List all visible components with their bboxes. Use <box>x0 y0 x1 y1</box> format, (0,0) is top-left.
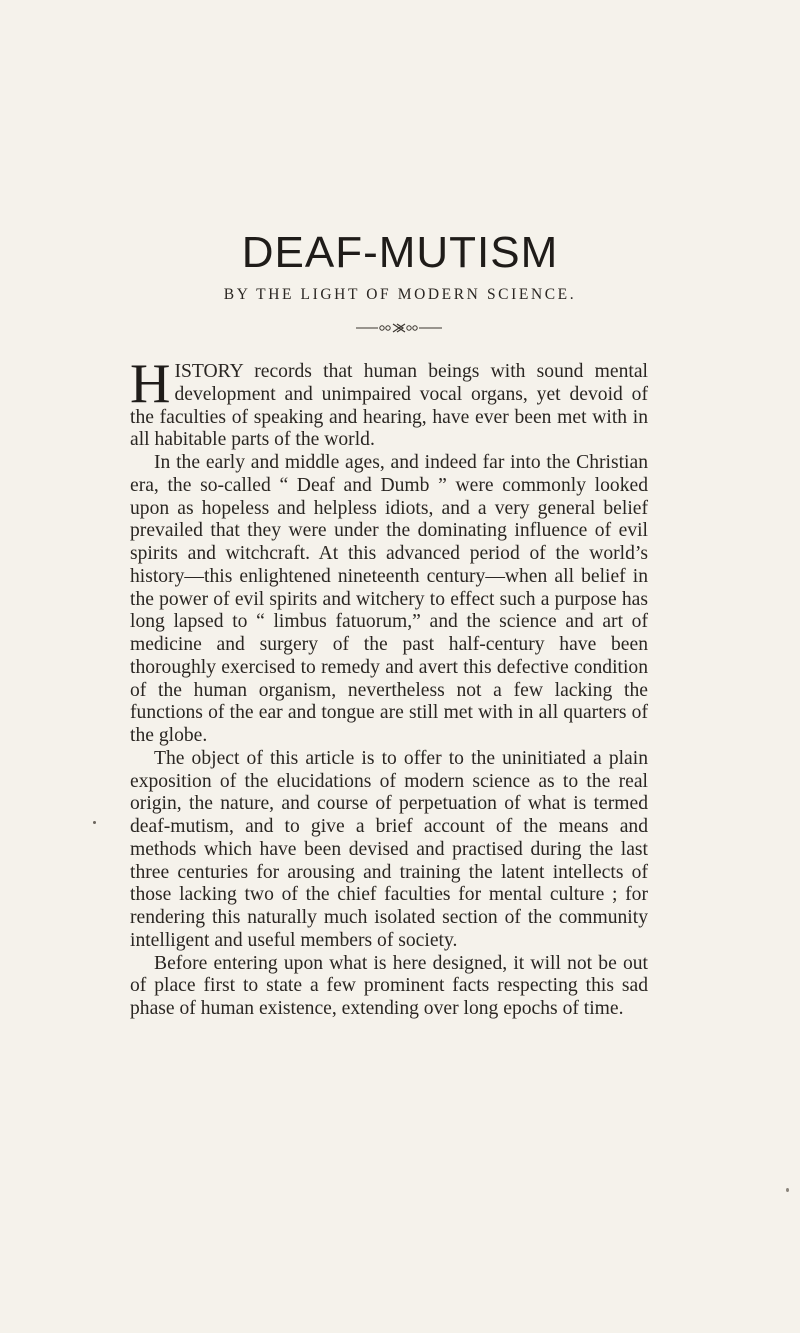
paper-speck <box>93 821 96 824</box>
page-title: DEAF-MUTISM <box>241 228 559 277</box>
paragraph-1 <box>130 353 648 452</box>
article-body <box>130 353 648 1021</box>
paragraph-1-text: ISTORY records that human beings with sound mental development and unimpaired vocal organs, yet devoid of the faculties of speaking and hearing, have ever been met with in all habitable parts of the world. <box>130 361 648 451</box>
paragraph-3: The object of this article is to offer to the uninitiated a plain exposition of the elucidations of modern science as to the real origin, the nature, and course of perpetuation of what is termed deaf-mutism, and to give a brief account of the means and methods which have been devised and practised during the last three centuries for arousing and training the latent intellects of those lacking two of the chief faculties for mental culture ; for rendering this naturally much isolated section of the community intelligent and useful members of society. <box>130 747 648 951</box>
paragraph-4: Before entering upon what is here designed, it will not be out of place first to state a few prominent facts respecting this sad phase of human existence, extending over long epochs of time. <box>130 952 648 1019</box>
paragraph-2: In the early and middle ages, and indeed far into the Christian era, the so-called “ Deaf and Dumb ” were commonly looked upon as hopeless and helpless idiots, and a very general belief prevailed that they were under the dominating influence of evil spirits and witchcraft. At this advanced period of the world’s history—this enlightened nineteenth century—when all belief in the power of evil spirits and witchery to effect such a purpose has long lapsed to “ limbus fatuorum,” and the science and art of medicine and surgery of the past half-century have been thoroughly exercised to remedy and avert this defective condition of the human organism, nevertheless not a few lacking the functions of the ear and tongue are still met with in all quarters of the globe. <box>130 452 648 746</box>
paper-speck <box>786 1188 789 1192</box>
page-subtitle: BY THE LIGHT OF MODERN SCIENCE. <box>223 286 577 303</box>
drop-cap: H <box>130 353 171 415</box>
ornamental-divider-icon <box>356 323 442 333</box>
